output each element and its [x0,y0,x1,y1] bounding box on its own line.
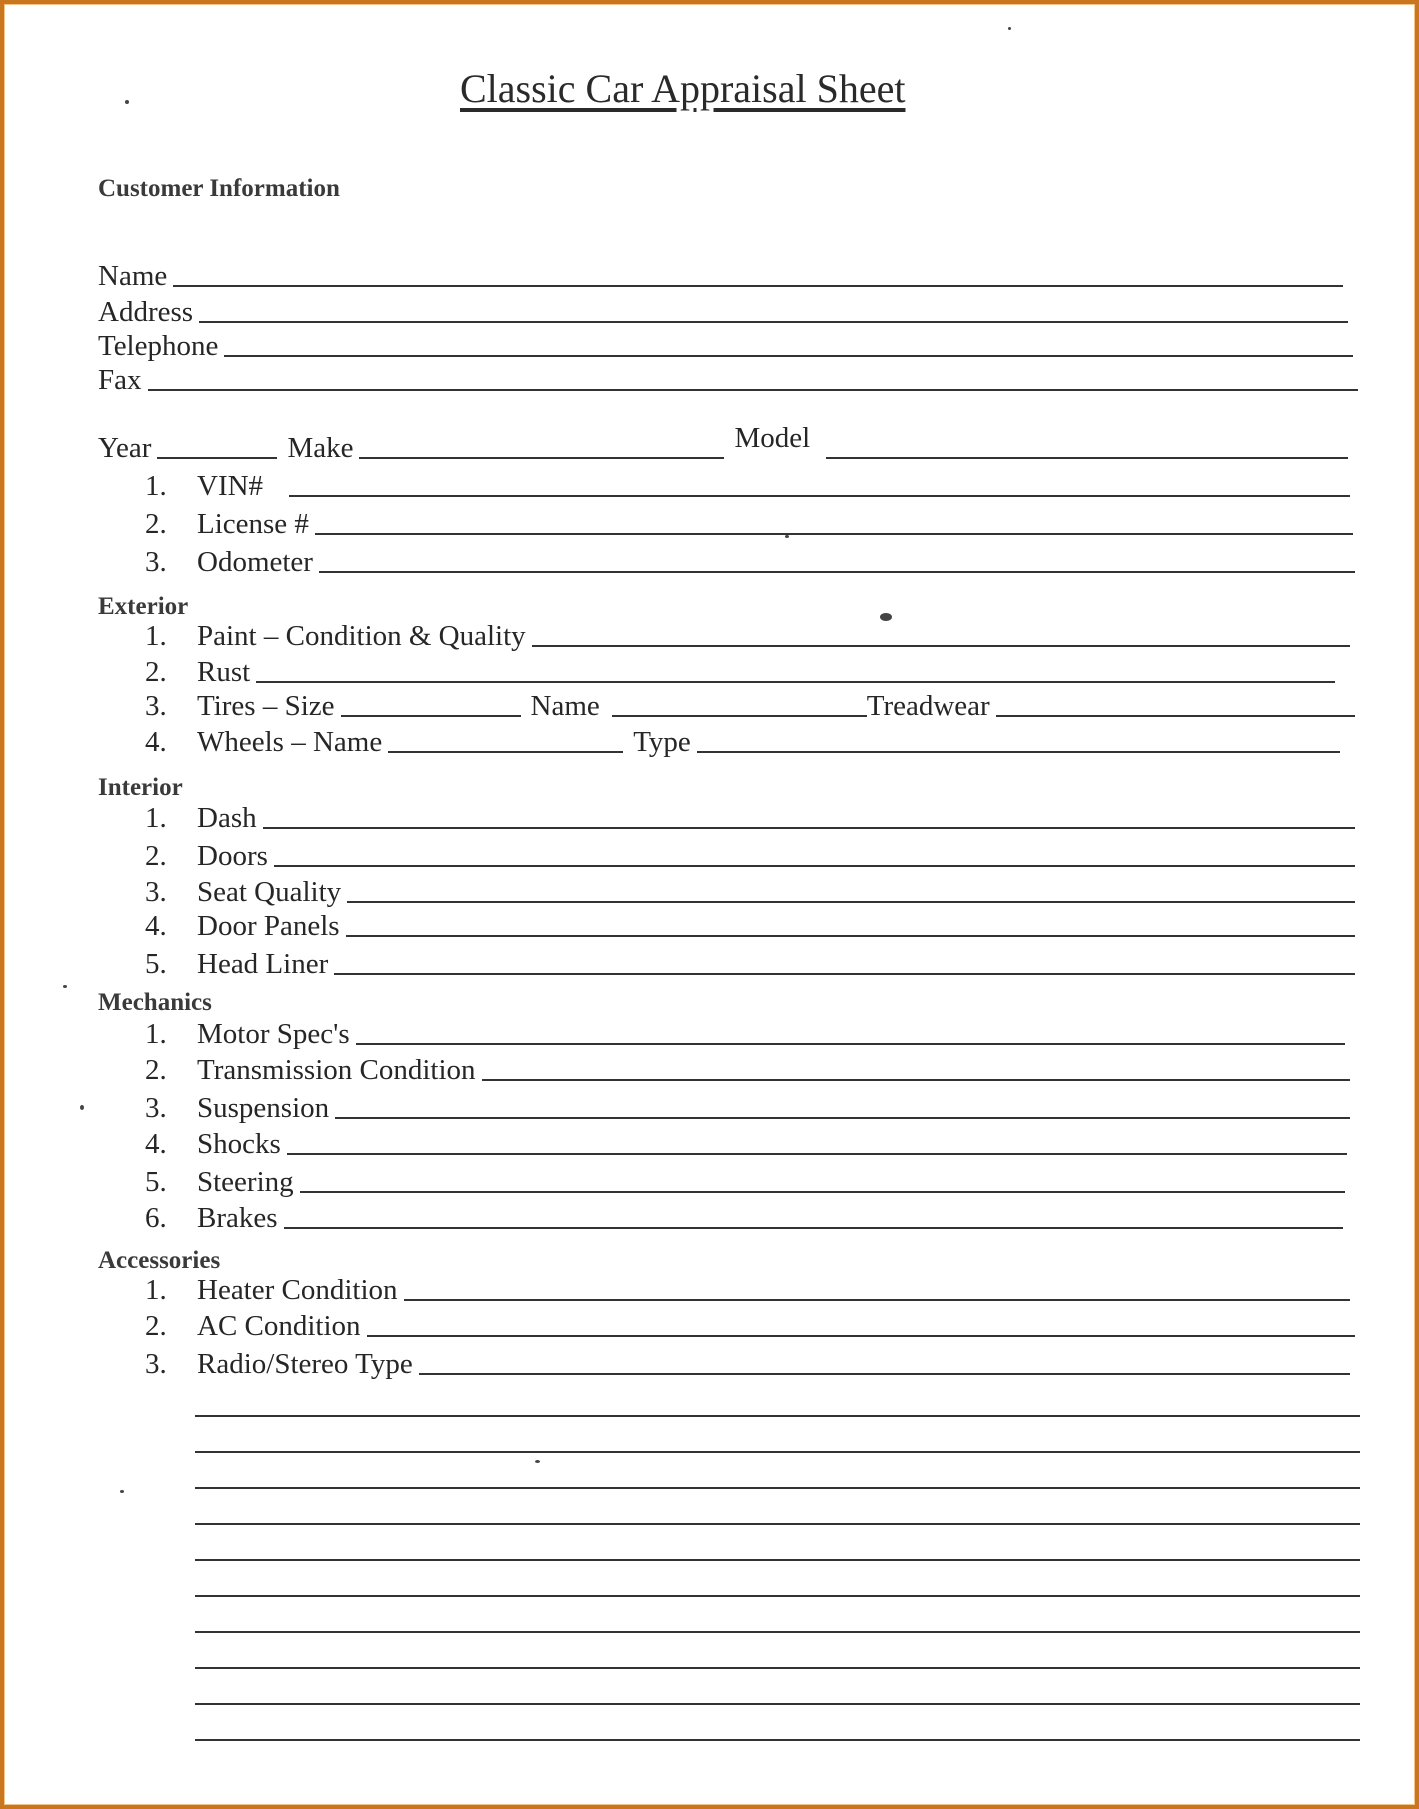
wheels-type-label: Type [633,726,691,758]
heater-field[interactable] [145,1271,1350,1307]
dash-field[interactable] [145,799,1355,835]
scan-speck [63,985,67,988]
blank-line[interactable] [195,1559,1360,1561]
steering-label: Steering [197,1166,294,1198]
blank-line[interactable] [195,1667,1360,1669]
heater-line[interactable] [404,1298,1350,1301]
tires-treadwear-line[interactable] [996,714,1355,717]
fax-label: Fax [98,364,142,396]
odometer-number: 3. [145,546,167,578]
telephone-field[interactable] [98,327,1353,363]
doors-line[interactable] [274,864,1355,867]
name-field[interactable] [98,257,1343,293]
shocks-field[interactable] [145,1125,1347,1161]
heater-number: 1. [145,1274,167,1306]
page-title: Classic Car Appraisal Sheet [460,66,906,111]
shocks-label: Shocks [197,1128,281,1160]
scan-speck [785,535,789,538]
tires-treadwear-label: Treadwear [866,690,990,722]
blank-line[interactable] [195,1631,1360,1633]
dash-label: Dash [197,802,257,834]
blank-line[interactable] [195,1451,1360,1453]
transmission-number: 2. [145,1054,167,1086]
head-liner-line[interactable] [334,972,1355,975]
vin-label: VIN# [197,470,264,502]
brakes-label: Brakes [197,1202,278,1234]
door-panels-field[interactable] [145,907,1355,943]
name-label: Name [98,260,168,292]
radio-line[interactable] [419,1372,1350,1375]
steering-number: 5. [145,1166,167,1198]
suspension-line[interactable] [335,1116,1350,1119]
blank-line[interactable] [195,1703,1360,1705]
section-mechanics-heading: Mechanics [98,989,212,1016]
scan-speck [120,1490,124,1493]
odometer-field[interactable] [145,543,1355,579]
section-accessories-heading: Accessories [98,1247,221,1274]
address-label: Address [98,296,194,328]
transmission-line[interactable] [482,1078,1350,1081]
tires-size-label: Tires – Size [197,690,335,722]
shocks-number: 4. [145,1128,167,1160]
paint-field[interactable] [145,617,1350,653]
head-liner-field[interactable] [145,945,1355,981]
door-panels-number: 4. [145,910,167,942]
brakes-line[interactable] [284,1226,1343,1229]
paint-line[interactable] [532,644,1350,647]
blank-line[interactable] [195,1487,1360,1489]
license-field[interactable] [145,505,1353,541]
tires-name-line[interactable] [612,714,867,717]
dash-line[interactable] [263,826,1355,829]
ac-label: AC Condition [197,1310,361,1342]
section-customer-heading: Customer Information [98,175,340,202]
wheels-name-label: Wheels – Name [197,726,383,758]
blank-line[interactable] [195,1595,1360,1597]
odometer-line[interactable] [319,570,1355,573]
blank-line[interactable] [195,1523,1360,1525]
brakes-field[interactable] [145,1199,1343,1235]
license-line[interactable] [315,532,1353,535]
scan-speck [535,1460,540,1463]
steering-line[interactable] [300,1190,1345,1193]
ac-field[interactable] [145,1307,1355,1343]
rust-field[interactable] [145,653,1335,689]
year-make-model-row [98,422,1348,465]
blank-line[interactable] [195,1739,1360,1741]
license-label: License # [197,508,309,540]
wheels-number: 4. [145,726,167,758]
brakes-number: 6. [145,1202,167,1234]
radio-field[interactable] [145,1345,1350,1381]
paint-label: Paint – Condition & Quality [197,620,526,652]
dash-number: 1. [145,802,167,834]
transmission-field[interactable] [145,1051,1350,1087]
steering-field[interactable] [145,1163,1345,1199]
rust-label: Rust [197,656,251,688]
head-liner-number: 5. [145,948,167,980]
vin-line[interactable] [289,494,1350,497]
year-label: Year [98,432,152,464]
section-interior-heading: Interior [98,774,183,801]
blank-line[interactable] [195,1415,1360,1417]
make-line[interactable] [359,456,724,459]
rust-line[interactable] [256,680,1335,683]
make-label: Make [287,432,354,464]
appraisal-sheet [4,4,1415,1805]
suspension-label: Suspension [197,1092,330,1124]
telephone-line[interactable] [224,354,1353,357]
scan-speck [880,613,892,621]
head-liner-label: Head Liner [197,948,329,980]
door-panels-label: Door Panels [197,910,340,942]
radio-number: 3. [145,1348,167,1380]
motor-spec-label: Motor Spec's [197,1018,350,1050]
ac-number: 2. [145,1310,167,1342]
section-exterior-heading: Exterior [98,593,189,620]
motor-spec-number: 1. [145,1018,167,1050]
scan-speck [1008,27,1011,30]
year-line[interactable] [157,456,277,459]
vin-field[interactable] [145,467,1350,503]
fax-line[interactable] [148,388,1359,391]
motor-spec-line[interactable] [356,1042,1345,1045]
fax-field[interactable] [98,361,1358,397]
address-line[interactable] [199,320,1348,323]
shocks-line[interactable] [287,1152,1347,1155]
rust-number: 2. [145,656,167,688]
tires-name-label: Name [530,690,600,722]
doors-label: Doors [197,840,268,872]
ac-line[interactable] [367,1334,1355,1337]
suspension-field[interactable] [145,1089,1350,1125]
wheels-name-line[interactable] [388,750,623,753]
tires-size-line[interactable] [341,714,521,717]
telephone-label: Telephone [98,330,219,362]
door-panels-line[interactable] [346,934,1355,937]
tires-row [145,687,1355,723]
model-label: Model [734,422,811,454]
license-number: 2. [145,508,167,540]
heater-label: Heater Condition [197,1274,398,1306]
wheels-row [145,723,1340,759]
doors-field[interactable] [145,837,1355,873]
name-line[interactable] [173,284,1343,287]
seat-quality-label: Seat Quality [197,876,342,908]
scan-speck [80,1105,84,1110]
scan-speck [125,100,129,104]
address-field[interactable] [98,293,1348,329]
odometer-label: Odometer [197,546,313,578]
vin-number: 1. [145,470,167,502]
motor-spec-field[interactable] [145,1015,1345,1051]
radio-label: Radio/Stereo Type [197,1348,413,1380]
transmission-label: Transmission Condition [197,1054,476,1086]
suspension-number: 3. [145,1092,167,1124]
seat-quality-field[interactable] [145,873,1355,909]
tires-number: 3. [145,690,167,722]
seat-quality-line[interactable] [347,900,1355,903]
seat-quality-number: 3. [145,876,167,908]
doors-number: 2. [145,840,167,872]
model-line[interactable] [826,456,1348,459]
paint-number: 1. [145,620,167,652]
wheels-type-line[interactable] [697,750,1340,753]
